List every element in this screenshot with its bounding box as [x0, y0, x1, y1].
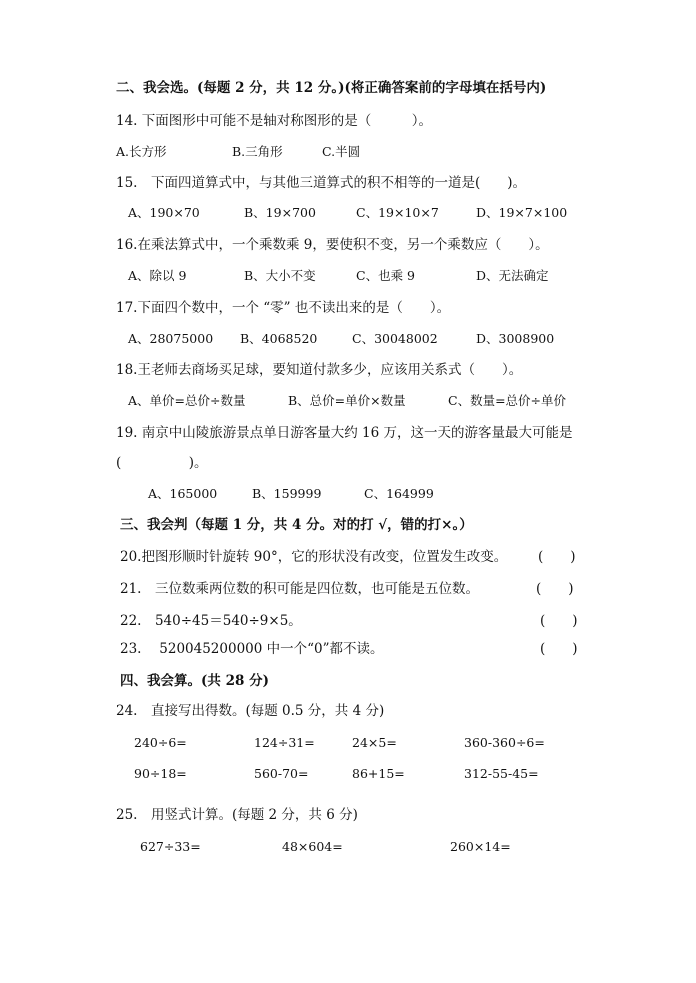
q24-item-6: 560-70=: [254, 766, 309, 781]
judge-answer-22: ( ): [540, 613, 578, 629]
q16-option-b: B、大小不变: [244, 268, 316, 283]
section-4-title: 四、我会算。(共 28 分): [120, 673, 269, 689]
question-19-blank: ( )。: [116, 455, 208, 471]
q19-option-c: C、164999: [364, 486, 434, 501]
question-19: 19. 南京中山陵旅游景点单日游客量大约 16 万，这一天的游客量最大可能是: [116, 425, 573, 441]
q17-option-a: A、28075000: [128, 331, 214, 346]
question-16: 16.在乘法算式中，一个乘数乘 9，要使积不变，另一个乘数应（ ）。: [116, 237, 549, 253]
q24-item-3: 24×5=: [352, 735, 397, 750]
question-15: 15. 下面四道算式中，与其他三道算式的积不相等的一道是( )。: [116, 175, 527, 191]
q14-option-b: B.三角形: [232, 144, 283, 159]
q25-item-1: 627÷33=: [140, 839, 201, 854]
section-3-title: 三、我会判（每题 1 分，共 4 分。对的打 √，错的打×。）: [120, 517, 473, 533]
judge-answer-21: ( ): [536, 581, 574, 597]
q15-option-c: C、19×10×7: [356, 205, 439, 220]
judge-answer-23: ( ): [540, 641, 578, 657]
q15-option-a: A、190×70: [128, 205, 200, 220]
q18-option-b: B、总价=单价×数量: [288, 393, 406, 408]
judge-question-20: 20.把图形顺时针旋转 90°，它的形状没有改变，位置发生改变。: [120, 549, 508, 565]
question-18: 18.王老师去商场买足球，要知道付款多少，应该用关系式（ ）。: [116, 362, 523, 378]
judge-question-21: 21. 三位数乘两位数的积可能是四位数，也可能是五位数。: [120, 581, 479, 597]
q25-item-3: 260×14=: [450, 839, 511, 854]
q16-option-d: D、无法确定: [476, 268, 549, 283]
q19-option-b: B、159999: [252, 486, 322, 501]
q24-item-7: 86+15=: [352, 766, 405, 781]
q25-item-2: 48×604=: [282, 839, 343, 854]
question-14: 14. 下面图形中可能不是轴对称图形的是（ ）。: [116, 113, 433, 129]
q14-option-a: A.长方形: [116, 144, 167, 159]
q15-option-b: B、19×700: [244, 205, 316, 220]
q19-option-a: A、165000: [148, 486, 218, 501]
q17-option-d: D、3008900: [476, 331, 555, 346]
question-25: 25. 用竖式计算。(每题 2 分，共 6 分): [116, 807, 358, 823]
q16-option-c: C、也乘 9: [356, 268, 415, 283]
q18-option-c: C、数量=总价÷单价: [448, 393, 567, 408]
q14-option-c: C.半圆: [322, 144, 361, 159]
q15-option-d: D、19×7×100: [476, 205, 568, 220]
question-24: 24. 直接写出得数。(每题 0.5 分，共 4 分): [116, 703, 385, 719]
q17-option-b: B、4068520: [240, 331, 318, 346]
q16-option-a: A、除以 9: [128, 268, 187, 283]
judge-question-23: 23. 520045200000 中一个“0”都不读。: [120, 641, 384, 657]
section-2-title: 二、我会选。(每题 2 分，共 12 分。)(将正确答案前的字母填在括号内): [116, 80, 547, 96]
q24-item-2: 124÷31=: [254, 735, 315, 750]
q24-item-1: 240÷6=: [134, 735, 187, 750]
question-17: 17.下面四个数中，一个 “零” 也不读出来的是（ ）。: [116, 300, 451, 316]
q24-item-8: 312-55-45=: [464, 766, 539, 781]
q17-option-c: C、30048002: [352, 331, 438, 346]
judge-answer-20: ( ): [538, 549, 576, 565]
q18-option-a: A、单价=总价÷数量: [128, 393, 246, 408]
q24-item-4: 360-360÷6=: [464, 735, 545, 750]
q24-item-5: 90÷18=: [134, 766, 187, 781]
judge-question-22: 22. 540÷45＝540÷9×5。: [120, 613, 302, 629]
